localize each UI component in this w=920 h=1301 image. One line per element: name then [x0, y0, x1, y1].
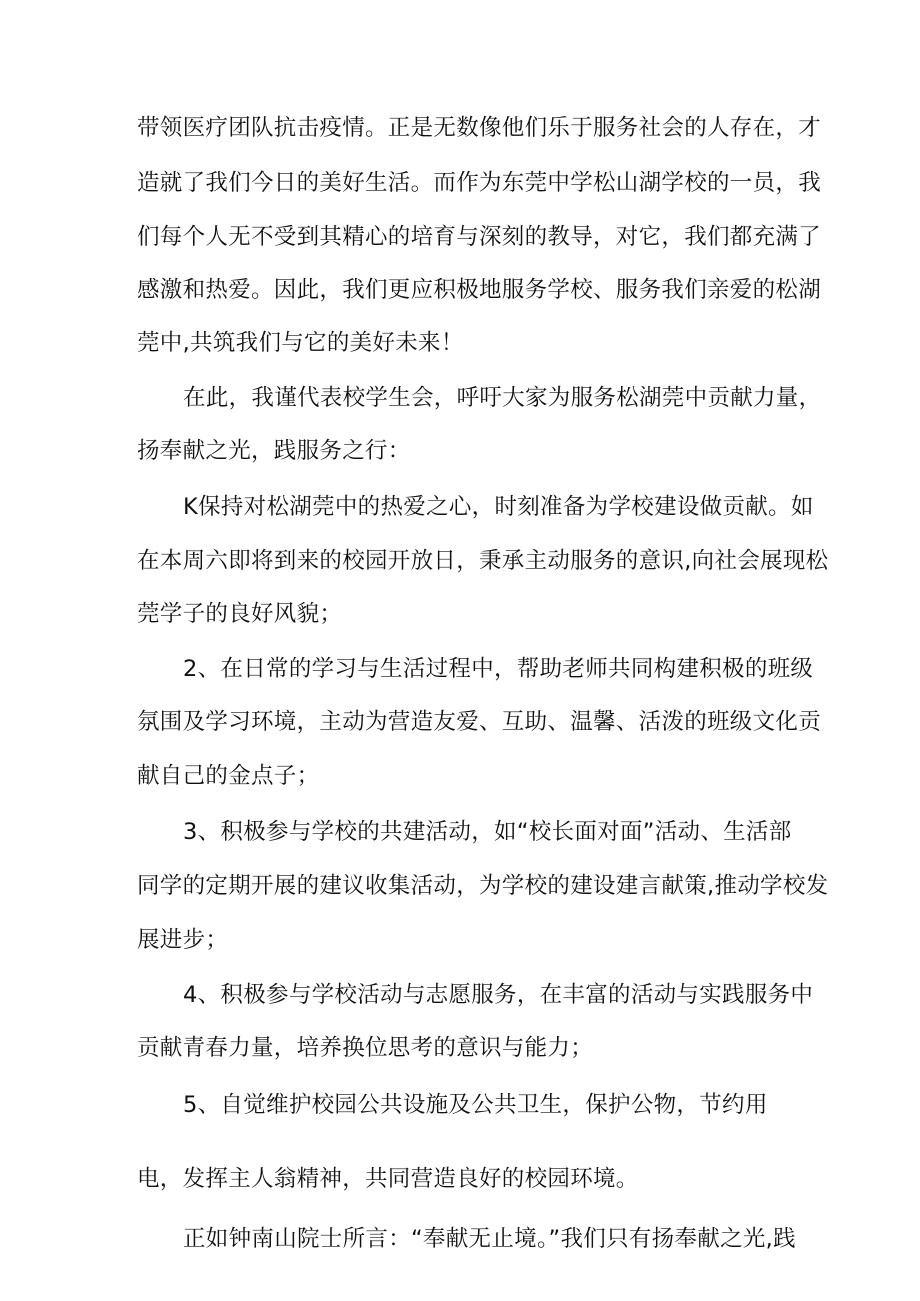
text-line: 贡献青春力量，培养换位思考的意识与能力； — [137, 1035, 594, 1061]
text-line: 们每个人无不受到其精心的培育与深刻的教导，对它，我们都充满了 — [137, 224, 822, 250]
text-line: 同学的定期开展的建议收集活动，为学校的建设建言献策,推动学校发 — [137, 873, 829, 899]
text-line: 造就了我们今日的美好生活。而作为东莞中学松山湖学校的一员，我 — [137, 170, 822, 196]
text-line: 氛围及学习环境，主动为营造友爱、互助、温馨、活泼的班级文化贡 — [137, 709, 822, 735]
text-line: 献自己的金点子； — [137, 763, 320, 789]
text-line: 4、积极参与学校活动与志愿服务，在丰富的活动与实践服务中 — [183, 982, 814, 1008]
text-line: 在此，我谨代表校学生会，呼吁大家为服务松湖莞中贡献力量， — [183, 385, 822, 411]
text-line: 在本周六即将到来的校园开放日，秉承主动服务的意识,向社会展现松 — [137, 548, 829, 574]
text-line: 扬奉献之光，践服务之行： — [137, 438, 411, 464]
text-line: 莞中,共筑我们与它的美好未来！ — [137, 330, 464, 356]
text-line: 感激和热爱。因此，我们更应积极地服务学校、服务我们亲爱的松湖 — [137, 277, 822, 303]
text-line: 2、在日常的学习与生活过程中，帮助老师共同构建积极的班级 — [183, 656, 814, 682]
text-line: 带领医疗团队抗击疫情。正是无数像他们乐于服务社会的人存在，才 — [137, 115, 822, 141]
text-line: K保持对松湖莞中的热爱之心，时刻准备为学校建设做贡献。如 — [183, 494, 814, 520]
text-line: 展进步； — [137, 927, 229, 953]
text-line: 5、自觉维护校园公共设施及公共卫生，保护公物，节约用 — [183, 1092, 768, 1118]
text-line: 莞学子的良好风貌； — [137, 601, 343, 627]
text-line: 电，发挥主人翁精神，共同营造良好的校园环境。 — [137, 1166, 639, 1192]
text-line: 正如钟南山院士所言：“奉献无止境。”我们只有扬奉献之光,践 — [183, 1226, 796, 1252]
text-line: 3、积极参与学校的共建活动，如“校长面对面”活动、生活部 — [183, 819, 792, 845]
